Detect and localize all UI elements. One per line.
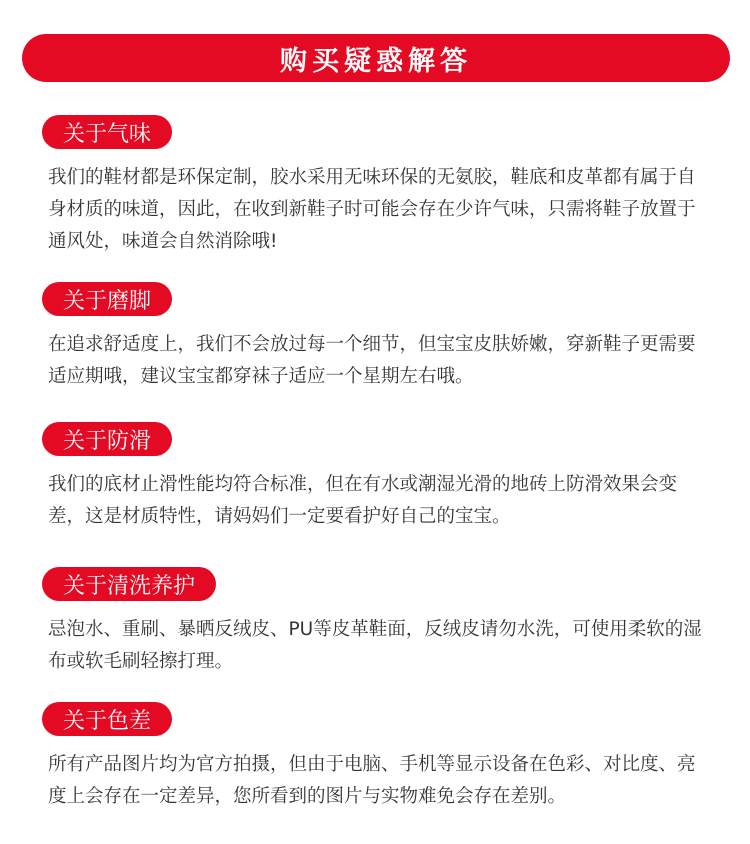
section-label-pill: [42, 115, 172, 149]
section-label-pill: [42, 282, 172, 316]
section-body-text: 在追求舒适度上，我们不会放过每一个细节，但宝宝皮肤娇嫩，穿新鞋子更需要适应期哦，建议宝宝都穿袜子适应一个星期左右哦。: [48, 334, 696, 387]
header-banner: [22, 34, 730, 82]
section-label: 关于磨脚: [63, 288, 152, 314]
section-label-pill: [42, 422, 172, 456]
section-body-text: 所有产品图片均为官方拍摄，但由于电脑、手机等显示设备在色彩、对比度、亮度上会存在一定差异，您所看到的图片与实物难免会存在差别。: [48, 754, 696, 807]
page-title: 购买疑惑解答: [280, 45, 472, 77]
section-label: 关于色差: [63, 708, 152, 734]
section-body-text: 我们的鞋材都是环保定制，胶水采用无味环保的无氨胶，鞋底和皮革都有属于自身材质的味道，因此，在收到新鞋子时可能会存在少许气味，只需将鞋子放置于通风处，味道会自然消除哦!: [48, 167, 696, 252]
section-label: 关于防滑: [63, 428, 152, 454]
section-body-text: 忌泡水、重刷、暴晒反绒皮、PU等皮革鞋面，反绒皮请勿水洗，可使用柔软的湿布或软毛刷轻擦打理。: [48, 619, 702, 672]
section-label: 关于清洗养护: [63, 573, 196, 599]
section-label-pill: [42, 567, 216, 601]
section-label-pill: [42, 702, 172, 736]
section-label: 关于气味: [63, 121, 152, 147]
section-body-text: 我们的底材止滑性能均符合标准，但在有水或潮湿光滑的地砖上防滑效果会变差，这是材质特性，请妈妈们一定要看护好自己的宝宝。: [48, 474, 678, 527]
